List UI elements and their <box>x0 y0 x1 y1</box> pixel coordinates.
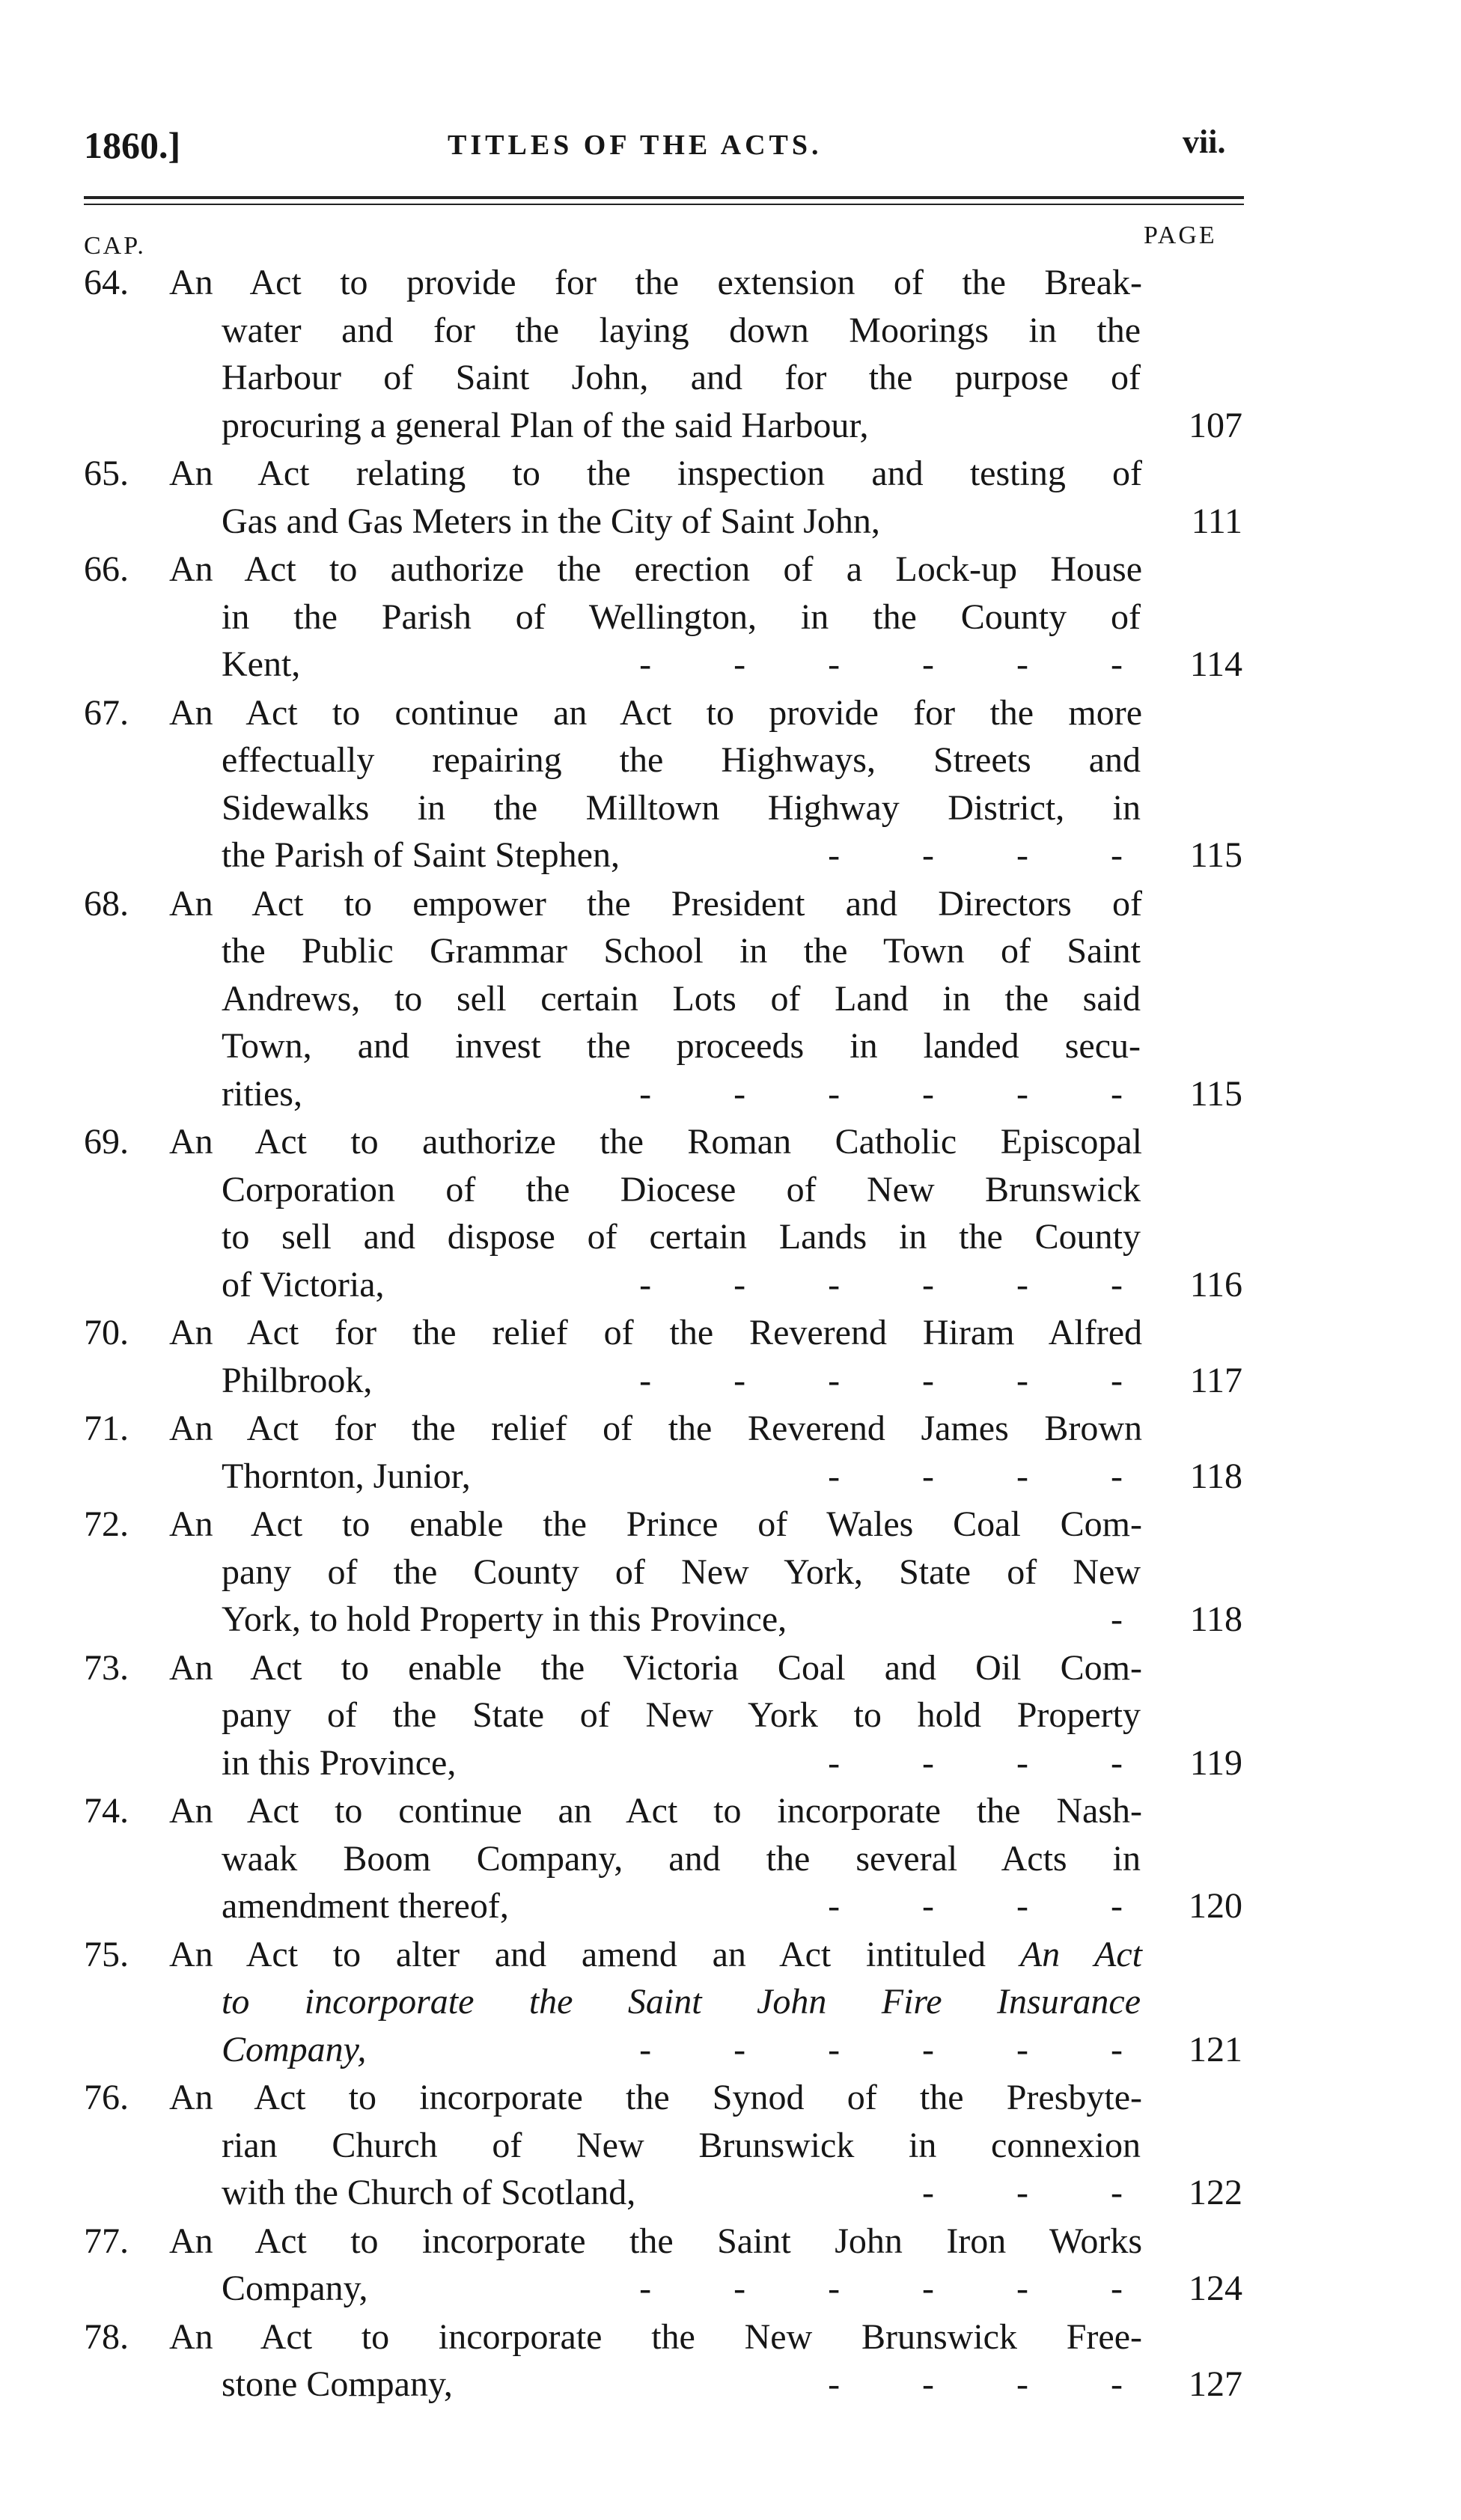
act-title-line: with the Church of Scotland, <box>222 2173 636 2212</box>
act-title-line: to incorporate the Saint John Fire Insurance <box>222 1982 1141 2022</box>
act-cap-number: 76. <box>84 2078 129 2117</box>
act-title-line: York, to hold Property in this Province, <box>222 1599 787 1639</box>
act-title-line: Town, and invest the proceeds in landed secu- <box>222 1026 1141 1066</box>
act-title-line: An Act to provide for the extension of the Break- <box>169 263 1142 302</box>
dot-leaders: - - - - - - <box>639 2269 1123 2308</box>
dot-leaders: - - - - - - <box>639 1073 1123 1114</box>
act-title-line: An Act to incorporate the Synod of the Presbyte- <box>169 2078 1142 2117</box>
act-cap-number: 78. <box>84 2316 129 2357</box>
act-title-line: pany of the County of New York, State of New <box>222 1552 1141 1592</box>
act-cap-number: 66. <box>84 549 129 589</box>
act-page-number: 114 <box>1189 644 1242 684</box>
act-title-line: An Act to continue an Act to incorporate the Nash- <box>169 1791 1142 1831</box>
act-cap-number: 69. <box>84 1122 129 1162</box>
act-title-line: to sell and dispose of certain Lands in the County <box>222 1217 1141 1257</box>
act-cap-number: 68. <box>84 883 129 924</box>
act-title-line: An Act to incorporate the New Brunswick Free- <box>169 2316 1142 2357</box>
act-title-line: Andrews, to sell certain Lots of Land in the said <box>222 978 1141 1019</box>
page-number: vii. <box>1183 123 1226 160</box>
act-title-line: An Act for the relief of the Reverend James Brown <box>169 1409 1142 1448</box>
act-title-line: An Act to incorporate the Saint John Iron Works <box>169 2221 1142 2261</box>
act-cap-number: 73. <box>84 1647 129 1688</box>
act-page-number: 115 <box>1189 835 1242 875</box>
act-title-line: Harbour of Saint John, and for the purpose of <box>222 358 1141 397</box>
dot-leaders: - - - - <box>828 1886 1123 1926</box>
act-page-number: 118 <box>1189 1456 1242 1496</box>
act-page-number: 120 <box>1189 1886 1242 1926</box>
act-title-line: in this Province, <box>222 1742 457 1783</box>
act-page-number: 118 <box>1189 1599 1242 1639</box>
act-page-number: 124 <box>1189 2269 1242 2308</box>
act-title-line: Company, <box>222 2029 367 2069</box>
act-cap-number: 72. <box>84 1504 129 1544</box>
act-title-line: procuring a general Plan of the said Harbour, <box>222 405 869 445</box>
cap-column-label: CAP. <box>84 232 146 260</box>
dot-leaders: - - - - <box>828 2364 1123 2404</box>
act-title-line: An Act to authorize the erection of a Lock-up House <box>169 549 1142 589</box>
act-cap-number: 77. <box>84 2221 129 2261</box>
act-title-line: An Act to enable the Prince of Wales Coal Com- <box>169 1504 1142 1544</box>
running-head-year: 1860.] <box>84 124 181 166</box>
act-title-line: Sidewalks in the Milltown Highway District, in <box>222 787 1141 828</box>
act-title-line: Company, <box>222 2269 368 2308</box>
act-title-line: the Public Grammar School in the Town of Saint <box>222 931 1141 971</box>
act-cap-number: 64. <box>84 263 129 302</box>
act-title-line: An Act for the relief of the Reverend Hiram Alfred <box>169 1313 1142 1352</box>
act-title-line: water and for the laying down Moorings in the <box>222 310 1141 350</box>
act-title-line: Philbrook, <box>222 1360 373 1400</box>
act-page-number: 127 <box>1189 2364 1242 2404</box>
act-title-line: An Act to authorize the Roman Catholic Episcopal <box>169 1122 1142 1162</box>
act-title-line: Gas and Gas Meters in the City of Saint John, <box>222 501 880 541</box>
header-rule-thick <box>84 196 1244 199</box>
act-title-line: Kent, <box>222 644 301 684</box>
act-title-line: effectually repairing the Highways, Streets and <box>222 740 1141 780</box>
act-title-italic: An Act <box>985 1934 1142 1974</box>
dot-leaders: - - - - - - <box>639 644 1123 684</box>
act-page-number: 115 <box>1189 1073 1242 1114</box>
act-title-line: An Act to enable the Victoria Coal and Oil Com- <box>169 1647 1142 1688</box>
header-rule-thin <box>84 204 1244 205</box>
act-title-line: pany of the State of New York to hold Property <box>222 1695 1141 1735</box>
act-cap-number: 67. <box>84 692 129 733</box>
running-head-title: TITLES OF THE ACTS. <box>448 129 823 161</box>
dot-leaders: - - - - - - <box>639 2029 1123 2069</box>
act-cap-number: 70. <box>84 1313 129 1352</box>
act-page-number: 116 <box>1189 1264 1242 1305</box>
dot-leaders: - - - - - - <box>639 1360 1123 1400</box>
act-cap-number: 74. <box>84 1791 129 1831</box>
act-title-line: in the Parish of Wellington, in the County of <box>222 597 1141 637</box>
act-cap-number: 65. <box>84 454 129 493</box>
act-title-line: the Parish of Saint Stephen, <box>222 835 620 875</box>
act-title-line: rian Church of New Brunswick in connexion <box>222 2125 1141 2165</box>
act-page-number: 117 <box>1189 1360 1242 1400</box>
act-title-line: rities, <box>222 1073 302 1114</box>
dot-leaders: - - - - <box>828 1742 1123 1783</box>
dot-leaders: - - - - <box>828 835 1123 875</box>
act-title-line: amendment thereof, <box>222 1886 509 1926</box>
act-page-number: 121 <box>1189 2029 1242 2069</box>
act-title-line: An Act to continue an Act to provide for the more <box>169 692 1142 733</box>
page-column-label: PAGE <box>1144 222 1217 249</box>
act-title-line: Corporation of the Diocese of New Brunswick <box>222 1169 1141 1209</box>
act-cap-number: 71. <box>84 1409 129 1448</box>
act-page-number: 119 <box>1189 1742 1242 1783</box>
act-title-line: waak Boom Company, and the several Acts in <box>222 1838 1141 1879</box>
act-page-number: 107 <box>1189 405 1242 445</box>
act-page-number: 111 <box>1191 501 1242 541</box>
dot-leaders: - - - - <box>828 1456 1123 1496</box>
dot-leaders: - - - <box>922 2173 1123 2212</box>
act-title-line: An Act to alter and amend an Act intituled An Act <box>169 1934 1142 1974</box>
act-title-line: An Act to empower the President and Directors of <box>169 883 1142 924</box>
act-cap-number: 75. <box>84 1934 129 1974</box>
dot-leaders: - <box>1111 1599 1123 1639</box>
act-page-number: 122 <box>1189 2173 1242 2212</box>
act-title-line: Thornton, Junior, <box>222 1456 471 1496</box>
act-title-line: stone Company, <box>222 2364 453 2404</box>
act-title-line: of Victoria, <box>222 1264 385 1305</box>
act-title-line: An Act relating to the inspection and testing of <box>169 454 1142 493</box>
dot-leaders: - - - - - - <box>639 1264 1123 1305</box>
